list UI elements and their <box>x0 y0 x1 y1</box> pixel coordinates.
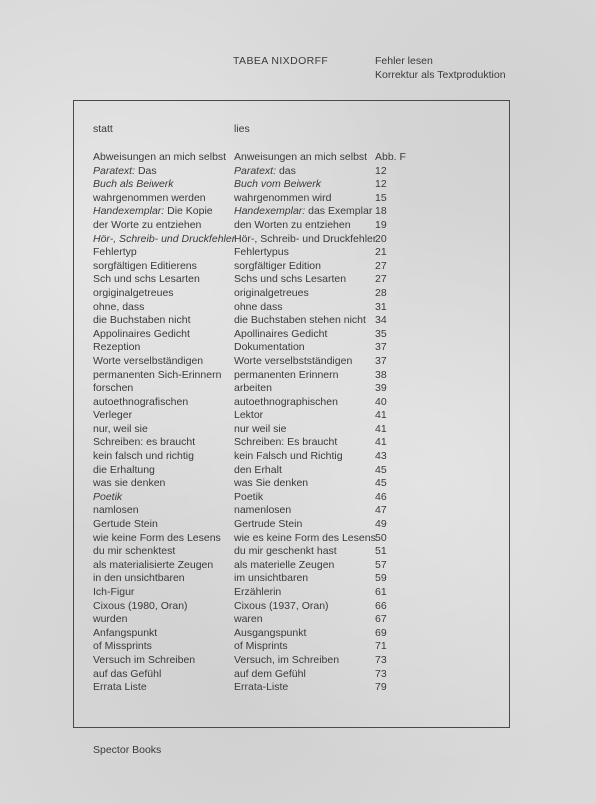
statt-cell <box>93 205 213 219</box>
lies-cell <box>234 532 376 546</box>
lies-cell-text: Schs und schs Lesarten <box>234 273 347 286</box>
statt-cell <box>93 477 165 491</box>
statt-cell-text: ohne, dass <box>93 300 145 313</box>
errata-row <box>0 260 596 274</box>
statt-cell-italic: Paratext: <box>93 164 136 177</box>
errata-row <box>0 192 596 206</box>
lies-cell-text: kein Falsch und Richtig <box>234 450 343 463</box>
publisher-name: Spector Books <box>93 744 162 756</box>
statt-cell <box>93 627 157 641</box>
statt-cell <box>93 613 127 627</box>
lies-cell-text: Lektor <box>234 409 264 422</box>
statt-cell <box>93 314 190 328</box>
errata-row <box>0 518 596 532</box>
lies-cell <box>234 409 263 423</box>
lies-cell-text: Errata-Liste <box>234 681 289 694</box>
errata-row <box>0 301 596 315</box>
statt-cell <box>93 151 226 165</box>
statt-cell <box>93 273 200 287</box>
page-number: 37 <box>375 354 387 367</box>
statt-cell-text: Worte verselbständigen <box>93 354 204 367</box>
page-number: 49 <box>375 518 387 531</box>
statt-cell-text: wie keine Form des Lesens <box>93 531 221 544</box>
column-header-lies: lies <box>234 123 250 135</box>
page-number: 20 <box>375 232 387 245</box>
lies-cell <box>234 600 329 614</box>
statt-cell-text: Fehlertyp <box>93 246 137 259</box>
lies-cell-text: wie es keine Form des Lesens <box>234 531 376 544</box>
page-number: 21 <box>375 246 387 259</box>
statt-cell <box>93 396 188 410</box>
lies-cell-text: Poetik <box>234 490 264 503</box>
statt-cell-text: Die Kopie <box>164 205 213 218</box>
statt-cell-text: Versuch im Schreiben <box>93 653 196 666</box>
page-number: 19 <box>375 218 387 231</box>
statt-cell-text: auf das Gefühl <box>93 667 162 680</box>
page-number: 41 <box>375 436 387 449</box>
statt-cell <box>93 423 148 437</box>
statt-cell <box>93 409 132 423</box>
page-number: 31 <box>375 300 387 313</box>
errata-row <box>0 436 596 450</box>
errata-row <box>0 328 596 342</box>
lies-cell <box>234 192 331 206</box>
lies-cell-italic: Paratext: <box>234 164 277 177</box>
book-title: Fehler lesen <box>375 55 433 67</box>
errata-row <box>0 369 596 383</box>
errata-row <box>0 586 596 600</box>
page-number: 18 <box>375 205 387 218</box>
statt-cell-text: Errata Liste <box>93 681 147 694</box>
errata-row <box>0 559 596 573</box>
errata-row <box>0 654 596 668</box>
page-number: 12 <box>375 164 387 177</box>
lies-cell-text: sorgfältiger Edition <box>234 259 321 272</box>
statt-cell-text: Verleger <box>93 409 133 422</box>
errata-list <box>0 151 596 695</box>
statt-cell <box>93 586 134 600</box>
lies-cell-text: Schreiben: Es braucht <box>234 436 338 449</box>
page-number: 71 <box>375 640 387 653</box>
page-number: 27 <box>375 259 387 272</box>
errata-row <box>0 233 596 247</box>
errata-row <box>0 165 596 179</box>
statt-cell-text: Das <box>135 164 157 177</box>
lies-cell <box>234 178 321 192</box>
lies-cell-text: ohne dass <box>234 300 283 313</box>
lies-cell-text: Apollinaires Gedicht <box>234 327 328 340</box>
lies-cell <box>234 301 282 315</box>
lies-cell <box>234 572 308 586</box>
errata-row <box>0 627 596 641</box>
page-number: 39 <box>375 382 387 395</box>
page-number: 50 <box>375 531 387 544</box>
lies-cell-text: Hör-, Schreib- und Druckfehler <box>234 232 377 245</box>
page-number: 35 <box>375 327 387 340</box>
errata-row <box>0 178 596 192</box>
page-number: 38 <box>375 368 387 381</box>
page-number: 27 <box>375 273 387 286</box>
lies-cell-text: of Misprints <box>234 640 288 653</box>
statt-cell <box>93 559 213 573</box>
lies-cell <box>234 491 263 505</box>
statt-cell-text: Appolinaires Gedicht <box>93 327 190 340</box>
page-number: 41 <box>375 409 387 422</box>
lies-cell <box>234 219 351 233</box>
statt-cell-text: Cixous (1980, Oran) <box>93 599 188 612</box>
column-header-statt: statt <box>93 123 113 135</box>
statt-cell-text: die Buchstaben nicht <box>93 314 191 327</box>
lies-cell-text: Cixous (1937, Oran) <box>234 599 329 612</box>
statt-cell <box>93 668 161 682</box>
statt-cell <box>93 233 235 247</box>
book-subtitle: Korrektur als Textproduktion <box>375 69 506 81</box>
lies-cell-text: namenlosen <box>234 504 292 517</box>
lies-cell <box>234 627 306 641</box>
author-name: TABEA NIXDORFF <box>233 55 329 67</box>
statt-cell <box>93 572 185 586</box>
lies-cell-text: Anweisungen an mich selbst <box>234 151 368 163</box>
lies-cell <box>234 205 372 219</box>
lies-cell-text: Versuch, im Schreiben <box>234 653 340 666</box>
lies-cell <box>234 246 289 260</box>
lies-cell-text: was Sie denken <box>234 477 309 490</box>
errata-row <box>0 532 596 546</box>
page-number: 45 <box>375 477 387 490</box>
statt-cell-text: was sie denken <box>93 477 166 490</box>
lies-cell-text: Fehlertypus <box>234 246 289 259</box>
lies-cell <box>234 668 306 682</box>
lies-cell <box>234 355 352 369</box>
errata-row <box>0 668 596 682</box>
lies-cell <box>234 260 321 274</box>
errata-row <box>0 504 596 518</box>
lies-cell <box>234 423 287 437</box>
statt-cell <box>93 260 197 274</box>
errata-row <box>0 409 596 423</box>
lies-cell-text: Erzählerin <box>234 586 282 598</box>
statt-cell-italic: Hör-, Schreib- und Druckfehler <box>93 232 236 245</box>
errata-row <box>0 355 596 369</box>
page-number: 51 <box>375 545 387 558</box>
statt-cell-text: Abweisungen an mich selbst <box>93 151 227 163</box>
lies-cell-text: Worte verselbstständigen <box>234 354 353 367</box>
errata-row <box>0 151 596 165</box>
statt-cell-text: die Erhaltung <box>93 463 155 476</box>
errata-row <box>0 613 596 627</box>
errata-row <box>0 287 596 301</box>
lies-cell-text: die Buchstaben stehen nicht <box>234 314 366 327</box>
statt-cell <box>93 301 144 315</box>
lies-cell-text: permanenten Erinnern <box>234 368 339 381</box>
lies-cell-text: Ausgangspunkt <box>234 626 307 639</box>
page-number: 61 <box>375 586 387 598</box>
statt-cell <box>93 436 195 450</box>
page-number: 41 <box>375 422 387 435</box>
lies-cell-text: arbeiten <box>234 382 272 395</box>
page-number: 79 <box>375 681 387 694</box>
lies-cell <box>234 545 337 559</box>
errata-row <box>0 491 596 505</box>
statt-cell <box>93 287 174 301</box>
statt-cell-text: Sch und schs Lesarten <box>93 273 200 286</box>
page-number: 69 <box>375 626 387 639</box>
errata-row <box>0 382 596 396</box>
lies-cell-text: den Erhalt <box>234 463 282 476</box>
page-number: 15 <box>375 191 387 204</box>
page-number: 47 <box>375 504 387 517</box>
statt-cell-text: Gertude Stein <box>93 518 158 531</box>
errata-row <box>0 219 596 233</box>
errata-row <box>0 545 596 559</box>
errata-row <box>0 273 596 287</box>
statt-cell <box>93 192 206 206</box>
statt-cell <box>93 504 139 518</box>
lies-cell-text: das <box>276 164 296 177</box>
statt-cell-italic: Handexemplar: <box>93 205 165 218</box>
lies-cell <box>234 341 305 355</box>
statt-cell-text: sorgfältigen Editierens <box>93 259 197 272</box>
errata-row <box>0 681 596 695</box>
lies-cell-text: den Worten zu entziehen <box>234 218 351 231</box>
statt-cell <box>93 355 203 369</box>
page-number: 66 <box>375 599 387 612</box>
statt-cell <box>93 246 137 260</box>
lies-cell-text: Dokumentation <box>234 341 305 354</box>
statt-cell <box>93 328 190 342</box>
errata-row <box>0 640 596 654</box>
statt-cell-text: kein falsch und richtig <box>93 450 194 463</box>
page-number: 67 <box>375 613 387 626</box>
statt-cell <box>93 219 201 233</box>
statt-cell <box>93 532 221 546</box>
lies-cell-text: autoethnographischen <box>234 395 338 408</box>
errata-row <box>0 205 596 219</box>
statt-cell-text: nur, weil sie <box>93 422 148 435</box>
statt-cell-text: Schreiben: es braucht <box>93 436 196 449</box>
statt-cell <box>93 545 175 559</box>
lies-cell <box>234 396 338 410</box>
lies-cell <box>234 314 366 328</box>
statt-cell <box>93 681 147 695</box>
page-number: 43 <box>375 450 387 463</box>
errata-row <box>0 464 596 478</box>
errata-row <box>0 341 596 355</box>
lies-cell <box>234 450 343 464</box>
page-number: 59 <box>375 572 387 585</box>
lies-cell-text: Gertrude Stein <box>234 518 303 531</box>
statt-cell <box>93 518 158 532</box>
statt-cell <box>93 491 122 505</box>
lies-cell <box>234 369 338 383</box>
statt-cell-text: of Missprints <box>93 640 152 653</box>
statt-cell <box>93 450 194 464</box>
lies-cell <box>234 165 296 179</box>
statt-cell-italic: Buch als Beiwerk <box>93 178 174 191</box>
statt-cell-text: permanenten Sich-Erinnern <box>93 368 222 381</box>
errata-row <box>0 423 596 437</box>
lies-cell <box>234 586 281 600</box>
page-number: 34 <box>375 314 387 327</box>
lies-cell-text: originalgetreues <box>234 286 309 299</box>
statt-cell-text: du mir schenktest <box>93 545 176 558</box>
statt-cell-text: wahrgenommen werden <box>93 191 206 204</box>
errata-row <box>0 246 596 260</box>
statt-cell-text: wurden <box>93 613 128 626</box>
statt-cell <box>93 369 221 383</box>
lies-cell <box>234 151 367 165</box>
lies-cell <box>234 464 282 478</box>
page-number: Abb. F <box>375 151 406 163</box>
page-number: 28 <box>375 286 387 299</box>
lies-cell-text: du mir geschenkt hast <box>234 545 337 558</box>
statt-cell-text: Anfangspunkt <box>93 626 158 639</box>
lies-cell-text: waren <box>234 613 263 626</box>
statt-cell-text: Ich-Figur <box>93 586 135 598</box>
statt-cell-text: der Worte zu entziehen <box>93 218 202 231</box>
lies-cell <box>234 504 291 518</box>
lies-cell-text: das Exemplar <box>305 205 373 218</box>
page-number: 45 <box>375 463 387 476</box>
statt-cell-text: autoethnografischen <box>93 395 189 408</box>
lies-cell <box>234 436 337 450</box>
page-number: 73 <box>375 653 387 666</box>
statt-cell <box>93 600 188 614</box>
errata-row <box>0 477 596 491</box>
statt-cell <box>93 464 155 478</box>
lies-cell <box>234 681 288 695</box>
lies-cell <box>234 613 263 627</box>
statt-cell-text: als materialisierte Zeugen <box>93 558 214 571</box>
lies-cell <box>234 382 272 396</box>
page-number: 40 <box>375 395 387 408</box>
lies-cell <box>234 640 288 654</box>
lies-cell-text: im unsichtbaren <box>234 572 309 585</box>
statt-cell-text: Rezeption <box>93 341 141 354</box>
lies-cell <box>234 654 339 668</box>
statt-cell <box>93 382 133 396</box>
lies-cell-italic: Handexemplar: <box>234 205 306 218</box>
lies-cell-text: wahrgenommen wird <box>234 191 332 204</box>
lies-cell <box>234 477 308 491</box>
statt-cell-italic: Poetik <box>93 490 123 503</box>
statt-cell <box>93 640 152 654</box>
errata-row <box>0 450 596 464</box>
errata-row <box>0 600 596 614</box>
errata-row <box>0 572 596 586</box>
lies-cell <box>234 328 327 342</box>
lies-cell-text: nur weil sie <box>234 422 287 435</box>
title-block <box>375 54 506 82</box>
page-number: 57 <box>375 558 387 571</box>
statt-cell <box>93 165 157 179</box>
lies-cell <box>234 559 334 573</box>
statt-cell-text: orgiginalgetreues <box>93 286 174 299</box>
statt-cell-text: in den unsichtbaren <box>93 572 185 585</box>
page-number: 46 <box>375 490 387 503</box>
lies-cell <box>234 287 309 301</box>
lies-cell-text: auf dem Gefühl <box>234 667 306 680</box>
lies-cell-text: als materielle Zeugen <box>234 558 335 571</box>
statt-cell <box>93 341 140 355</box>
page-number: 37 <box>375 341 387 354</box>
statt-cell <box>93 178 174 192</box>
lies-cell <box>234 233 376 247</box>
lies-cell <box>234 518 302 532</box>
page-number: 73 <box>375 667 387 680</box>
errata-row <box>0 396 596 410</box>
lies-cell-italic: Buch vom Beiwerk <box>234 178 321 191</box>
statt-cell <box>93 654 195 668</box>
errata-row <box>0 314 596 328</box>
statt-cell-text: namlosen <box>93 504 139 517</box>
lies-cell <box>234 273 346 287</box>
page-number: 12 <box>375 178 387 191</box>
statt-cell-text: forschen <box>93 382 134 395</box>
